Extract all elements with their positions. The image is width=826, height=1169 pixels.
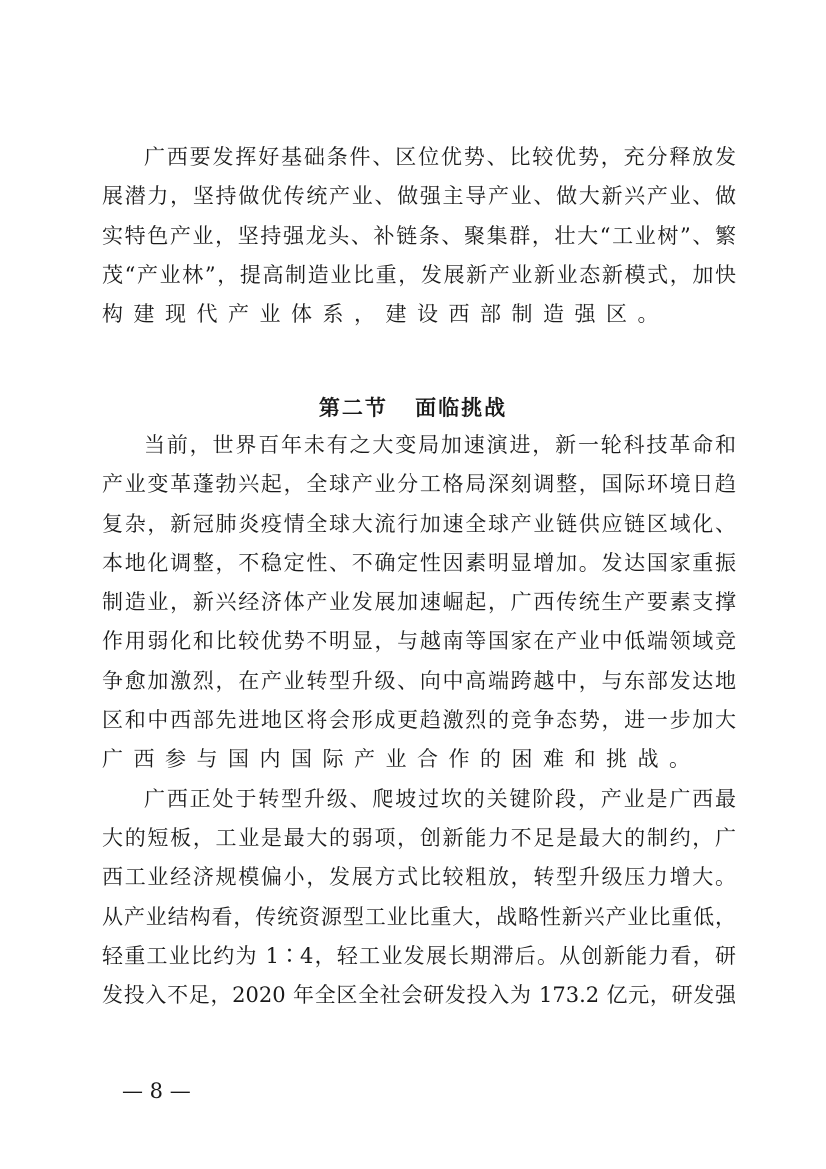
text-line: 本地化调整，不稳定性、不确定性因素明显增加。发达国家重振 [102, 550, 736, 575]
text-line: 制造业，新兴经济体产业发展加速崛起，广西传统生产要素支撑 [102, 590, 736, 615]
text-line: 广西参与国内国际产业合作的困难和挑战。 [102, 747, 701, 772]
text-line: 西工业经济规模偏小，发展方式比较粗放，转型升级压力增大。 [102, 865, 736, 890]
text-line: 当前，世界百年未有之大变局加速演进，新一轮科技革命和 [144, 433, 736, 457]
section-title: 面临挑战 [415, 395, 508, 420]
text-line: 作用弱化和比较优势不明显，与越南等国家在产业中低端领域竞 [102, 629, 736, 654]
section-heading [0, 388, 826, 427]
page-number: — 8 — [122, 1079, 191, 1103]
text-line: 区和中西部先进地区将会形成更趋激烈的竞争态势，进一步加大 [102, 708, 736, 733]
text-line: 复杂，新冠肺炎疫情全球大流行加速全球产业链供应链区域化、 [102, 511, 736, 536]
text-line: 广西要发挥好基础条件、区位优势、比较优势，充分释放发 [144, 145, 736, 169]
text-line: 茂“产业林”，提高制造业比重，发展新产业新业态新模式，加快 [102, 262, 736, 287]
text-line: 从产业结构看，传统资源型工业比重大，战略性新兴产业比重低， [102, 904, 736, 929]
text-line: 广西正处于转型升级、爬坡过坎的关键阶段，产业是广西最 [144, 786, 736, 811]
text-line: 展潜力，坚持做优传统产业、做强主导产业、做大新兴产业、做 [102, 184, 736, 209]
text-line: 实特色产业，坚持强龙头、补链条、聚集群，壮大“工业树”、繁 [102, 223, 736, 248]
paragraph-global-context [102, 426, 736, 780]
paragraph-industrial-goals [102, 138, 736, 334]
text-line: 发投入不足，2020 年全区全社会研发投入为 173.2 亿元，研发强 [102, 983, 736, 1008]
text-line: 大的短板，工业是最大的弱项，创新能力不足是最大的制约，广 [102, 825, 736, 850]
section-number: 第二节 [318, 395, 388, 420]
text-line: 争愈加激烈，在产业转型升级、向中高端跨越中，与东部发达地 [102, 668, 736, 693]
text-line: 构建现代产业体系，建设西部制造强区。 [102, 302, 669, 327]
text-line: 轻重工业比约为 1∶4，轻工业发展长期滞后。从创新能力看，研 [102, 943, 736, 968]
paragraph-guangxi-stage [102, 780, 736, 1016]
text-line: 产业变革蓬勃兴起，全球产业分工格局深刻调整，国际环境日趋 [102, 472, 736, 497]
body-text [102, 426, 736, 1015]
